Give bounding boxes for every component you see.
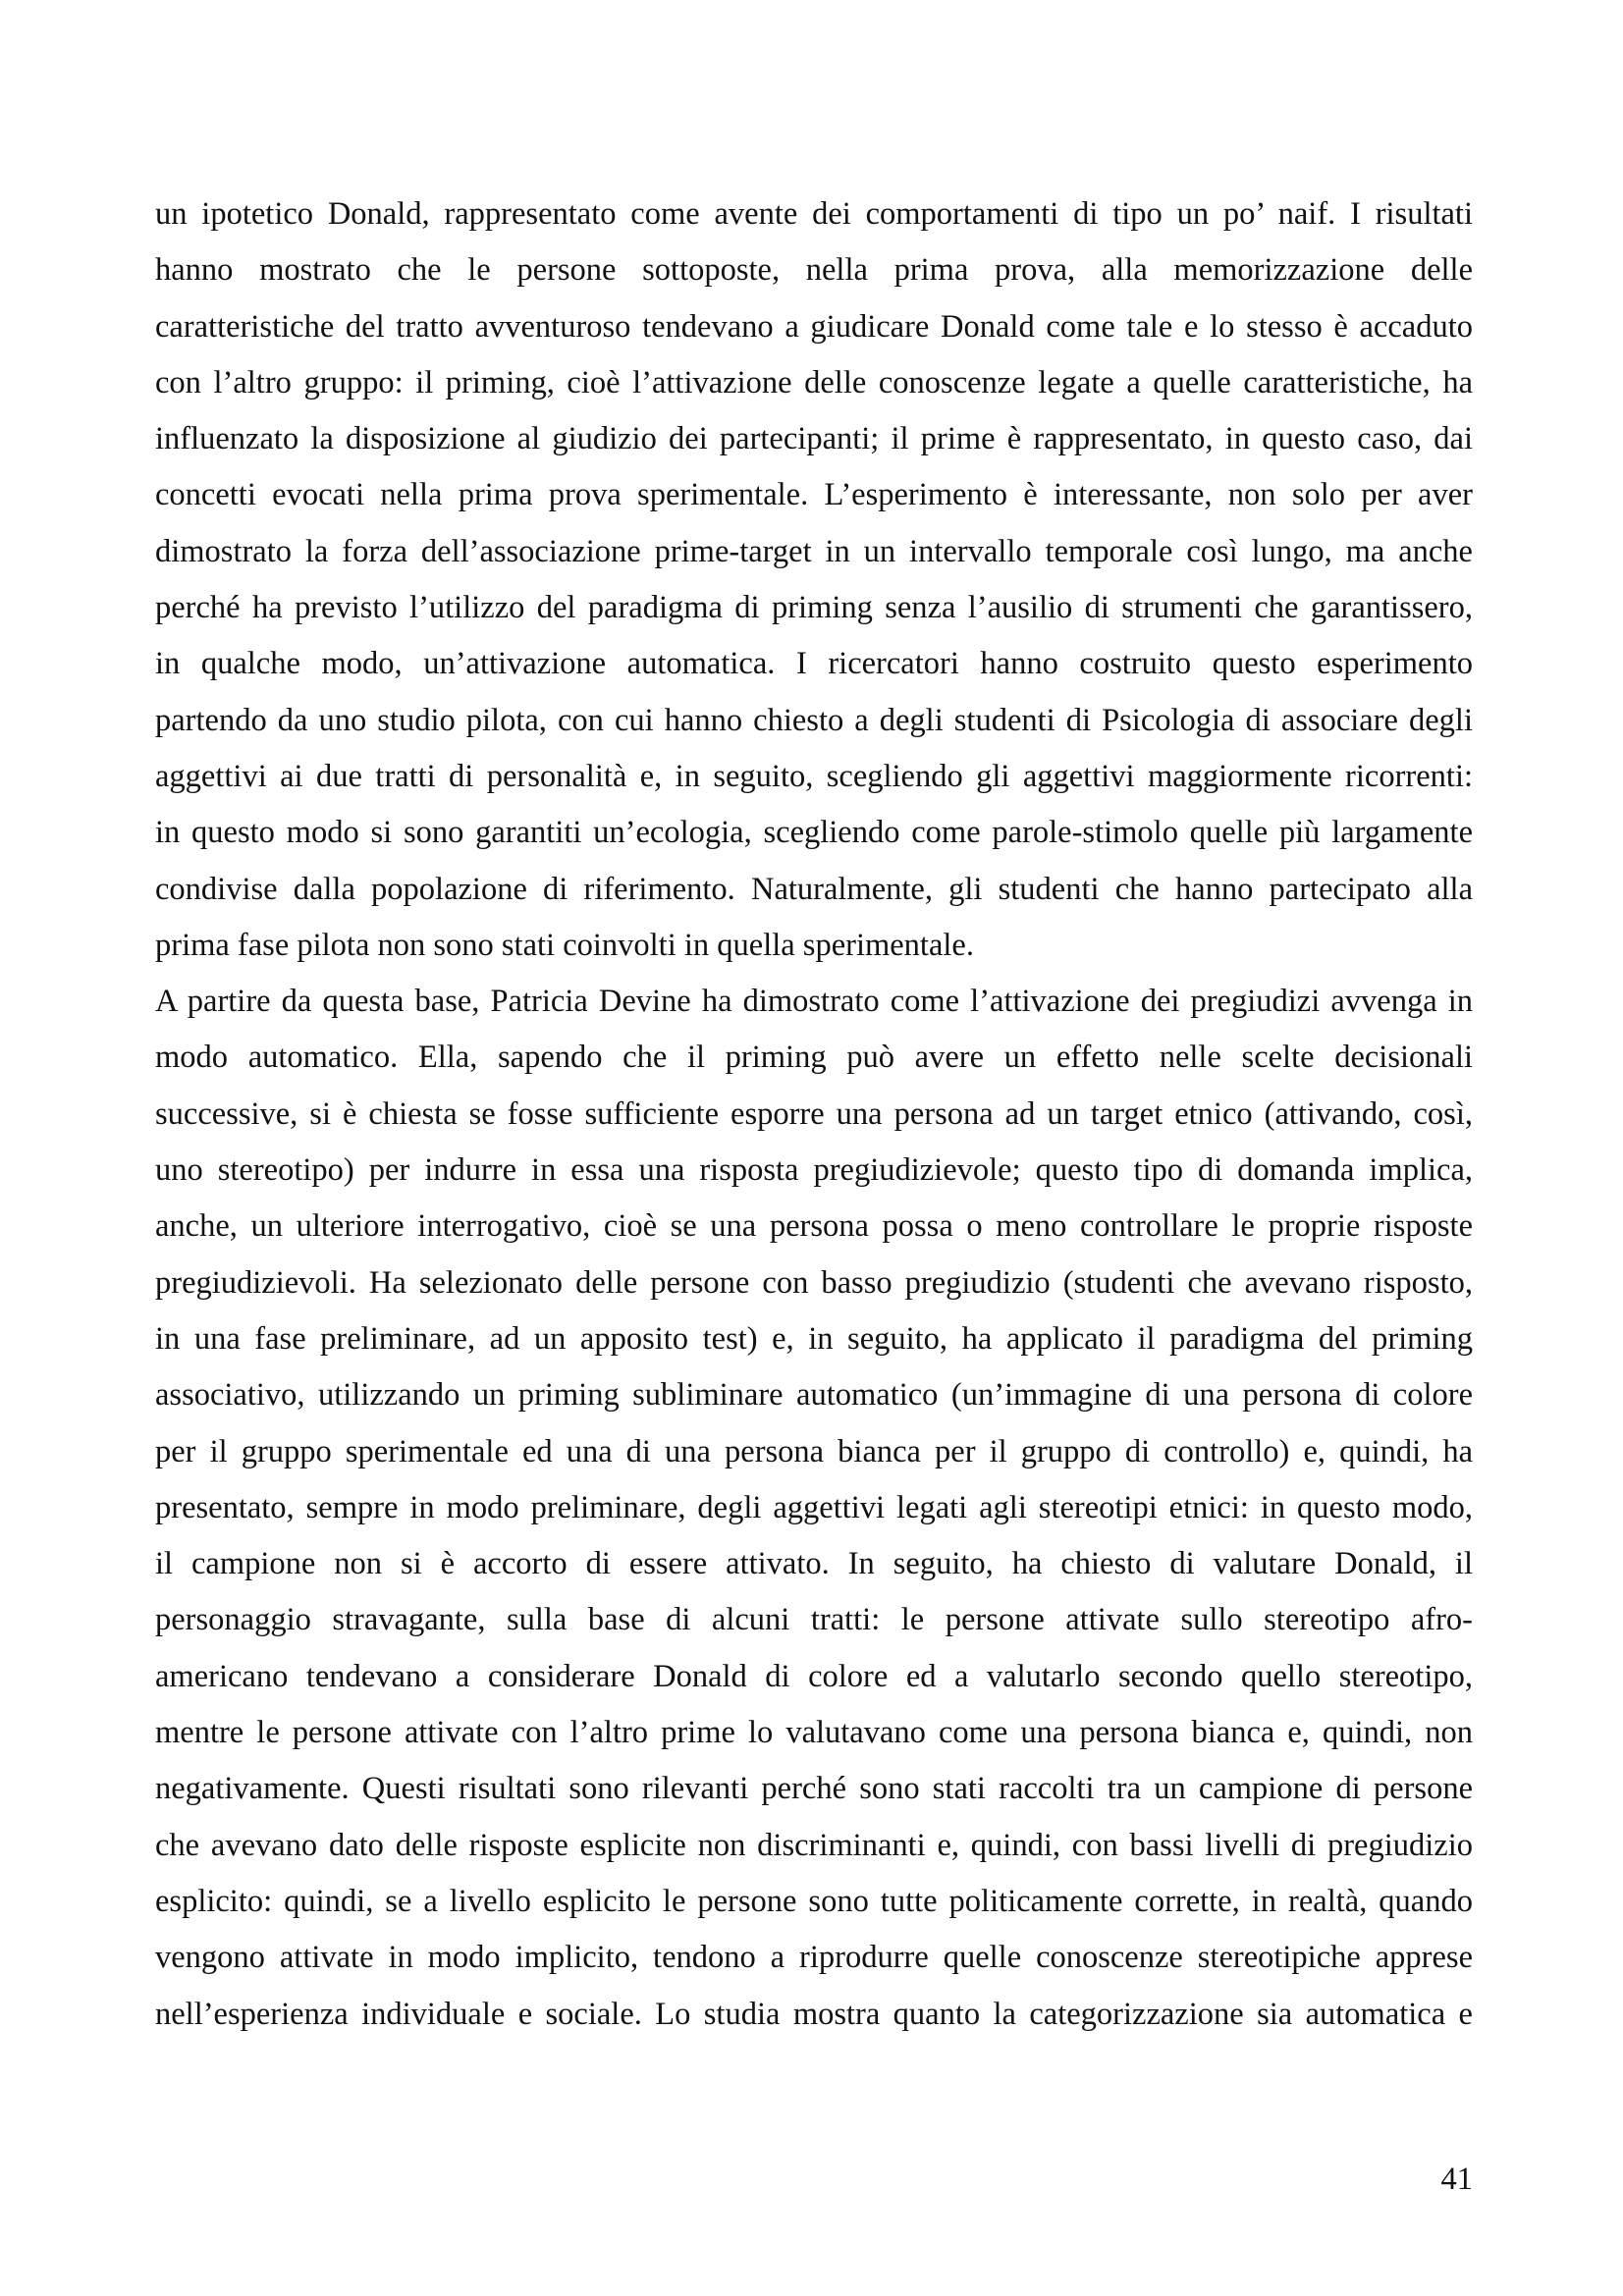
text-line: presentato, sempre in modo preliminare, degli aggettivi legati agli stereotipi etnici: in questo modo,: [155, 1489, 1473, 1525]
text-line: un ipotetico Donald, rappresentato come avente dei comportamenti di tipo un po’ naif. I risultati: [155, 196, 1473, 232]
text-line: uno stereotipo) per indurre in essa una risposta pregiudizievole; questo tipo di domanda implica,: [155, 1152, 1473, 1189]
text-line: partendo da uno studio pilota, con cui hanno chiesto a degli studenti di Psicologia di associare degli: [155, 702, 1473, 738]
text-line: caratteristiche del tratto avventuroso tendevano a giudicare Donald come tale e lo stesso è accaduto: [155, 308, 1473, 345]
text-line: nell’esperienza individuale e sociale. Lo studia mostra quanto la categorizzazione sia automatica e: [155, 1996, 1473, 2032]
text-line: modo automatico. Ella, sapendo che il priming può avere un effetto nelle scelte decisionali: [155, 1040, 1473, 1076]
text-line: influenzato la disposizione al giudizio dei partecipanti; il prime è rappresentato, in questo caso, dai: [155, 421, 1473, 457]
text-line: americano tendevano a considerare Donald di colore ed a valutarlo secondo quello stereotipo,: [155, 1658, 1473, 1694]
text-line: personaggio stravagante, sulla base di alcuni tratti: le persone attivate sullo stereotipo afro-: [155, 1602, 1473, 1638]
text-line: prima fase pilota non sono stati coinvolti in quella sperimentale.: [155, 927, 974, 963]
text-line: anche, un ulteriore interrogativo, cioè se una persona possa o meno controllare le proprie risposte: [155, 1208, 1473, 1245]
text-line: hanno mostrato che le persone sottoposte, nella prima prova, alla memorizzazione delle: [155, 252, 1473, 289]
text-line: in qualche modo, un’attivazione automatica. I ricercatori hanno costruito questo esperimento: [155, 646, 1473, 682]
document-body: [155, 187, 1473, 2043]
text-line: in una fase preliminare, ad un apposito test) e, in seguito, ha applicato il paradigma del priming: [155, 1320, 1473, 1357]
text-line: con l’altro gruppo: il priming, cioè l’attivazione delle conoscenze legate a quelle caratteristiche, ha: [155, 364, 1473, 400]
text-line: in questo modo si sono garantiti un’ecologia, scegliendo come parole-stimolo quelle più largamente: [155, 815, 1473, 851]
text-line: negativamente. Questi risultati sono rilevanti perché sono stati raccolti tra un campione di persone: [155, 1771, 1473, 1807]
text-line: A partire da questa base, Patricia Devine ha dimostrato come l’attivazione dei pregiudizi avvenga in: [155, 984, 1473, 1020]
text-line: aggettivi ai due tratti di personalità e, in seguito, scegliendo gli aggettivi maggiormente ricorrenti:: [155, 758, 1473, 794]
text-line: perché ha previsto l’utilizzo del paradigma di priming senza l’ausilio di strumenti che garantissero,: [155, 590, 1473, 626]
paragraph-2: [155, 974, 1473, 2043]
text-line: il campione non si è accorto di essere attivato. In seguito, ha chiesto di valutare Donald, il: [155, 1546, 1473, 1582]
text-line: associativo, utilizzando un priming subliminare automatico (un’immagine di una persona di colore: [155, 1377, 1473, 1414]
text-line: che avevano dato delle risposte esplicite non discriminanti e, quindi, con bassi livelli di pregiudizio: [155, 1827, 1473, 1863]
text-line: mentre le persone attivate con l’altro prime lo valutavano come una persona bianca e, quindi, non: [155, 1715, 1473, 1751]
text-line: condivise dalla popolazione di riferimento. Naturalmente, gli studenti che hanno partecipato alla: [155, 871, 1473, 907]
text-line: successive, si è chiesta se fosse sufficiente esporre una persona ad un target etnico (attivando, così,: [155, 1095, 1473, 1132]
text-line: per il gruppo sperimentale ed una di una persona bianca per il gruppo di controllo) e, quindi, ha: [155, 1433, 1473, 1469]
text-line: pregiudizievoli. Ha selezionato delle persone con basso pregiudizio (studenti che avevano risposto,: [155, 1264, 1473, 1301]
text-line: vengono attivate in modo implicito, tendono a riprodurre quelle conoscenze stereotipiche apprese: [155, 1940, 1473, 1976]
text-line: esplicito: quindi, se a livello esplicito le persone sono tutte politicamente corrette, in realtà, quando: [155, 1883, 1473, 1919]
text-line: concetti evocati nella prima prova sperimentale. L’esperimento è interessante, non solo per aver: [155, 477, 1473, 513]
paragraph-1: [155, 187, 1473, 974]
text-line: dimostrato la forza dell’associazione prime-target in un intervallo temporale così lungo, ma anche: [155, 533, 1473, 569]
page-number: 41: [1440, 2162, 1473, 2197]
